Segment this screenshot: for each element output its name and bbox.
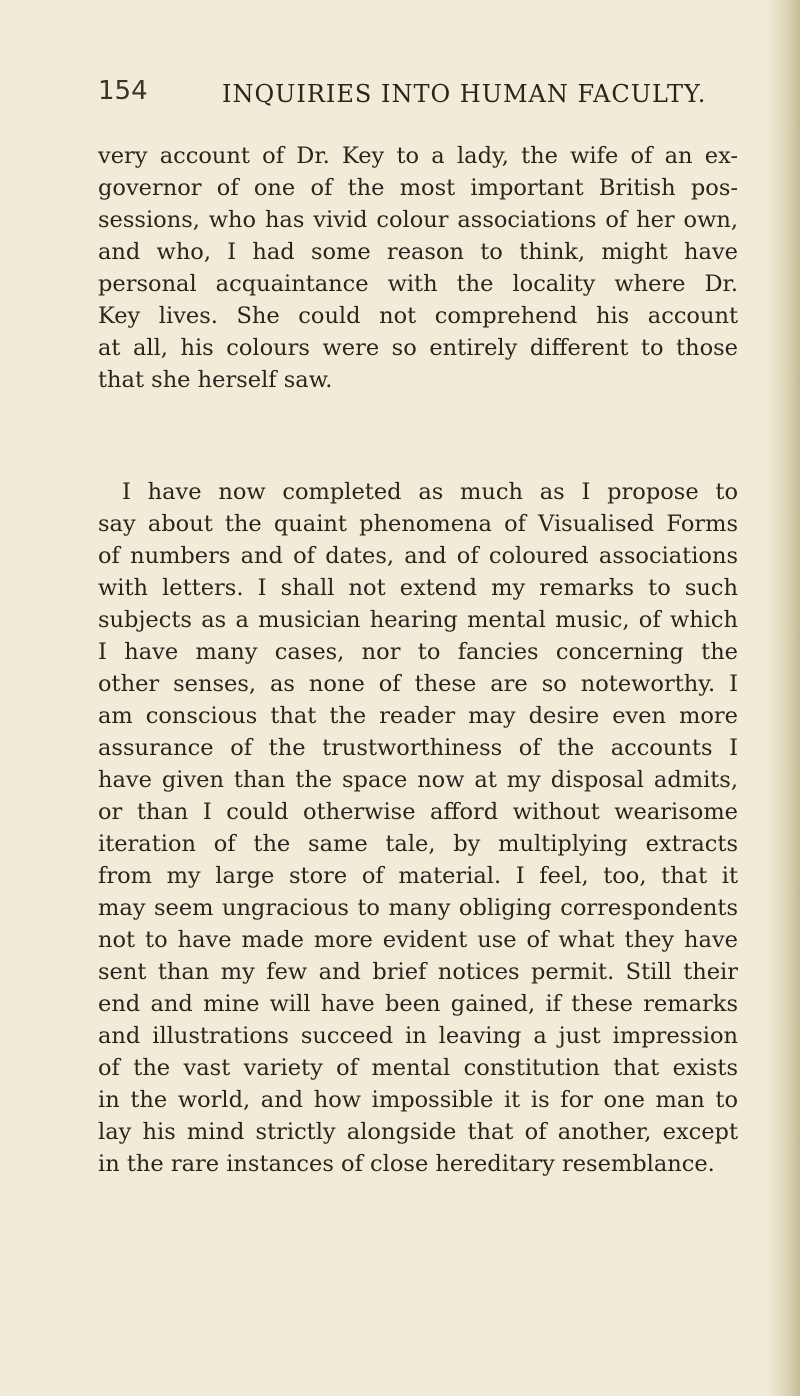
page-number: 154 <box>98 76 148 106</box>
text-line: I have now completed as much as I propose to <box>122 479 738 505</box>
text-line: very account of Dr. Key to a lady, the wife of an ex- <box>98 143 738 169</box>
text-line: may seem ungracious to many obliging correspondents <box>98 895 738 921</box>
text-line: Key lives. She could not comprehend his account <box>98 303 738 329</box>
text-line: iteration of the same tale, by multiplying extracts <box>98 831 738 857</box>
text-line: have given than the space now at my disposal admits, <box>98 767 738 793</box>
text-line: in the rare instances of close hereditary resemblance. <box>98 1151 715 1177</box>
paragraph-1 <box>98 140 738 396</box>
text-line: and who, I had some reason to think, might have <box>98 239 738 265</box>
text-line: am conscious that the reader may desire even more <box>98 703 738 729</box>
text-line: from my large store of material. I feel, too, that it <box>98 863 738 889</box>
text-line: in the world, and how impossible it is for one man to <box>98 1087 738 1113</box>
text-line: other senses, as none of these are so noteworthy. I <box>98 671 738 697</box>
text-line: personal acquaintance with the locality where Dr. <box>98 271 738 297</box>
paragraph-2 <box>98 476 738 1180</box>
text-line: of the vast variety of mental constitution that exists <box>98 1055 738 1081</box>
text-line: lay his mind strictly alongside that of another, except <box>98 1119 738 1145</box>
page-edge-shadow <box>766 0 800 1396</box>
text-line: at all, his colours were so entirely different to those <box>98 335 738 361</box>
running-head: INQUIRIES INTO HUMAN FACULTY. <box>222 80 707 108</box>
text-line: assurance of the trustworthiness of the accounts I <box>98 735 738 761</box>
text-line: subjects as a musician hearing mental music, of which <box>98 607 738 633</box>
text-line: or than I could otherwise afford without wearisome <box>98 799 738 825</box>
text-line: I have many cases, nor to fancies concerning the <box>98 639 738 665</box>
text-line: governor of one of the most important British pos- <box>98 175 738 201</box>
page-header <box>98 76 758 116</box>
text-line: not to have made more evident use of what they have <box>98 927 738 953</box>
text-line: sent than my few and brief notices permit. Still their <box>98 959 738 985</box>
text-line: that she herself saw. <box>98 367 333 393</box>
text-line: with letters. I shall not extend my remarks to such <box>98 575 738 601</box>
text-line: end and mine will have been gained, if these remarks <box>98 991 738 1017</box>
text-line: of numbers and of dates, and of coloured associations <box>98 543 738 569</box>
text-line: sessions, who has vivid colour associations of her own, <box>98 207 738 233</box>
text-line: say about the quaint phenomena of Visualised Forms <box>98 511 738 537</box>
text-line: and illustrations succeed in leaving a just impression <box>98 1023 738 1049</box>
